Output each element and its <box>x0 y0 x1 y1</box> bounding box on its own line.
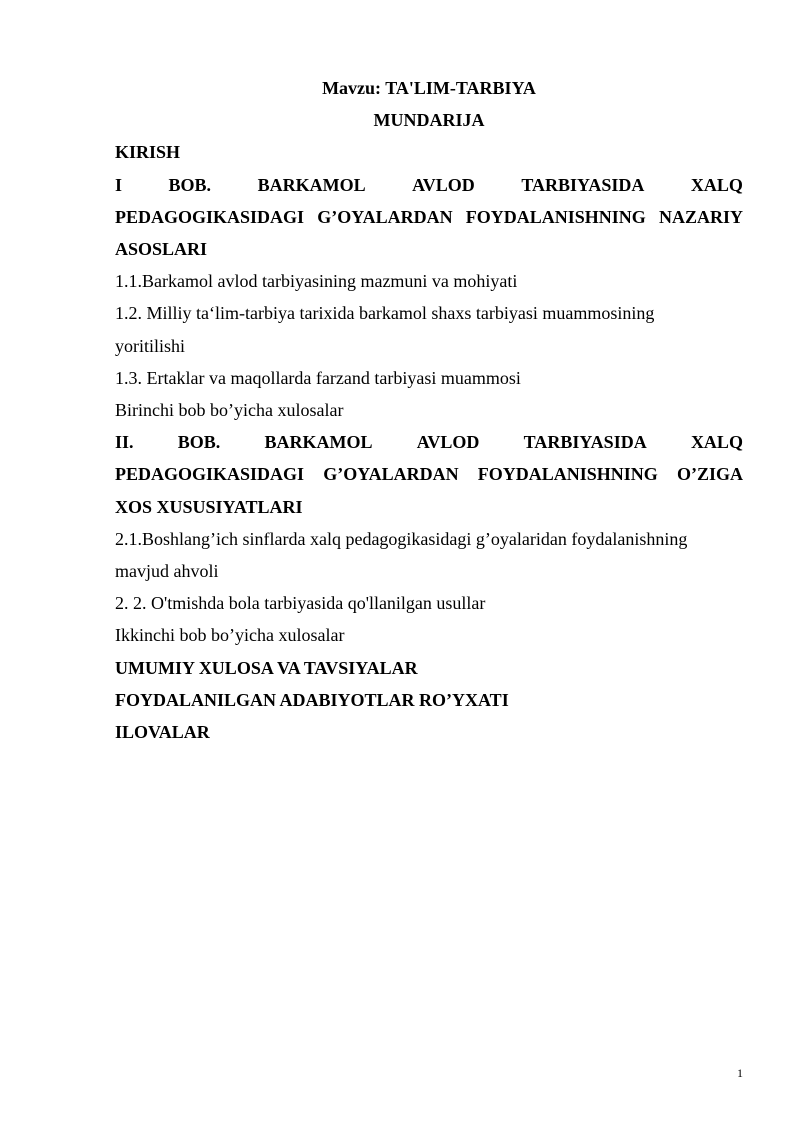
toc-entry-1-3: 1.3. Ertaklar va maqollarda farzand tarbiyasi muammosi <box>115 367 521 388</box>
chapter-1-heading-line-1 <box>115 169 743 201</box>
chapter-1-word: BARKAMOL <box>257 174 366 195</box>
chapter-1-word: BOB. <box>168 174 212 195</box>
toc-entry-references: FOYDALANILGAN ADABIYOTLAR RO’YXATI <box>115 689 509 710</box>
toc-entry-1-2-line-1: 1.2. Milliy ta‘lim-tarbiya tarixida barkamol shaxs tarbiyasi muammosining <box>115 303 655 324</box>
toc-entry-1-2-line-2: yoritilishi <box>115 335 186 356</box>
toc-heading: MUNDARIJA <box>373 110 485 131</box>
document-title: Mavzu: TA'LIM-TARBIYA <box>322 78 536 98</box>
toc-entry-2-1-line-1: 2.1.Boshlang’ich sinflarda xalq pedagogikasidagi g’oyalaridan foydalanishning <box>115 528 688 549</box>
chapter-2-word: TARBIYASIDA <box>523 432 647 453</box>
chapter-1-word: I <box>115 174 123 195</box>
toc-entry-chapter-2-conclusion: Ikkinchi bob bo’yicha xulosalar <box>115 625 345 646</box>
toc-entry-introduction: KIRISH <box>115 142 181 163</box>
chapter-2-heading-line-2: PEDAGOGIKASIDAGI G’OYALARDAN FOYDALANISHNING O’ZIGA <box>115 464 743 485</box>
chapter-1-word: AVLOD <box>412 174 475 195</box>
chapter-2-word: BOB. <box>177 432 221 453</box>
chapter-2-word: II. <box>115 432 134 453</box>
chapter-1-heading-line-2: PEDAGOGIKASIDAGI G’OYALARDAN FOYDALANISHNING NAZARIY <box>115 206 743 227</box>
chapter-2-heading-line-3: XOS XUSUSIYATLARI <box>115 496 303 517</box>
chapter-2-word: XALQ <box>690 432 743 453</box>
toc-entry-general-conclusion: UMUMIY XULOSA VA TAVSIYALAR <box>115 657 418 678</box>
chapter-1-heading-line-3: ASOSLARI <box>115 239 208 260</box>
chapter-1-word: TARBIYASIDA <box>521 174 645 195</box>
table-of-contents <box>115 72 743 748</box>
toc-entry-2-2: 2. 2. O'tmishda bola tarbiyasida qo'llanilgan usullar <box>115 593 486 614</box>
chapter-2-word: BARKAMOL <box>264 432 373 453</box>
page-number: 1 <box>737 1066 743 1080</box>
toc-entry-2-1-line-2: mavjud ahvoli <box>115 561 219 582</box>
toc-entry-1-1: 1.1.Barkamol avlod tarbiyasining mazmuni va mohiyati <box>115 271 518 292</box>
toc-entry-appendices: ILOVALAR <box>115 722 210 743</box>
chapter-2-word: AVLOD <box>416 432 480 453</box>
chapter-1-word: XALQ <box>690 174 743 195</box>
chapter-2-heading-line-1 <box>115 426 743 458</box>
toc-entry-chapter-1-conclusion: Birinchi bob bo’yicha xulosalar <box>115 400 344 421</box>
